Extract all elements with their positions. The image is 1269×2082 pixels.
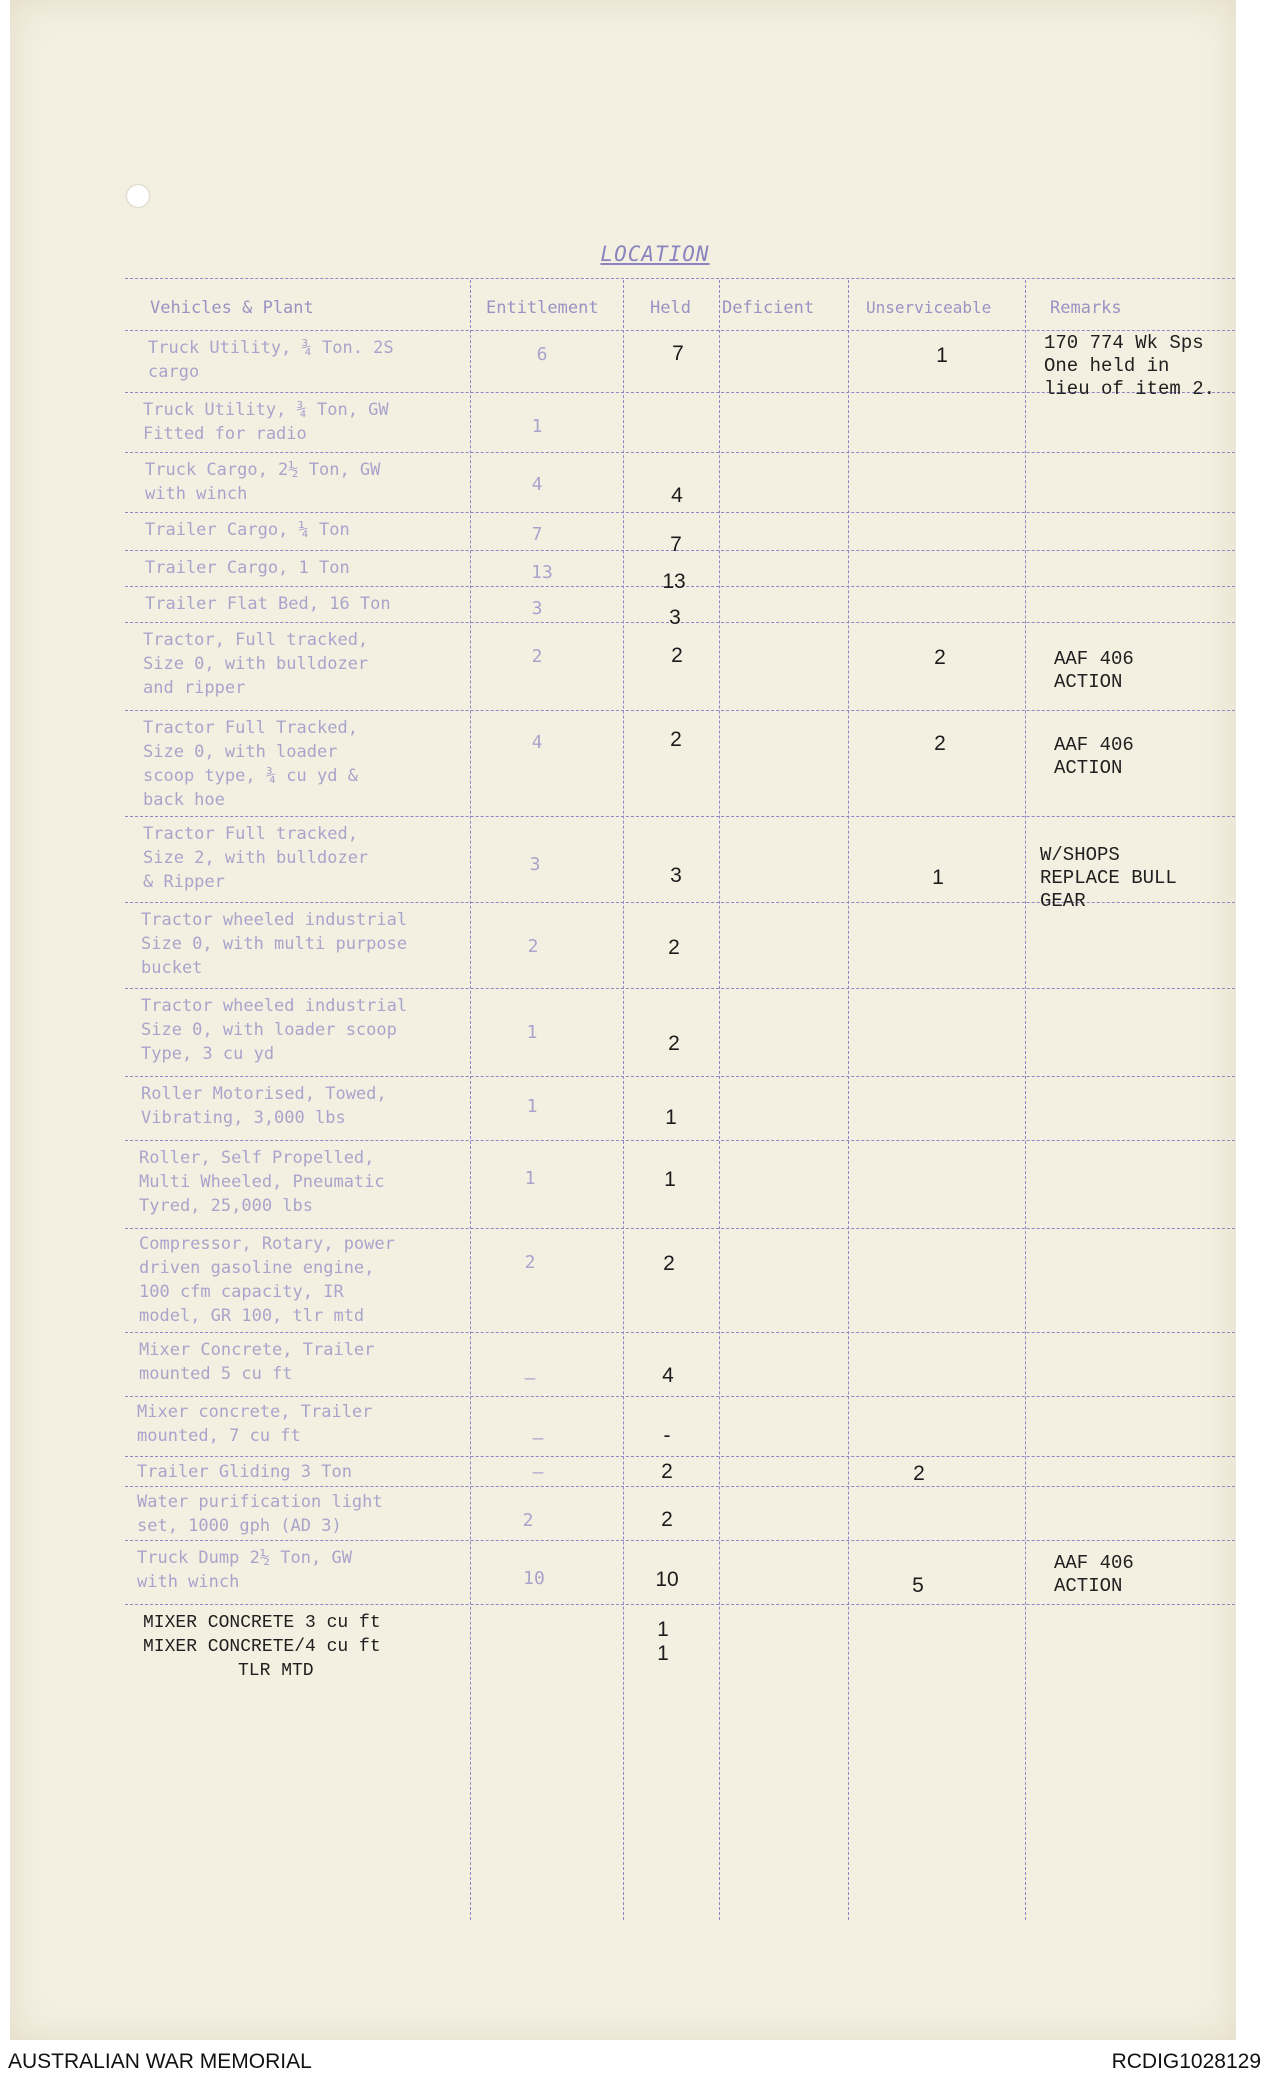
entitlement-value: 3 [531, 598, 543, 619]
entitlement-value: 1 [531, 416, 543, 437]
row-rule [125, 710, 1235, 711]
footer-archive-name: AUSTRALIAN WAR MEMORIAL [8, 2050, 312, 2073]
unserviceable-value: 2 [913, 1462, 925, 1485]
entitlement-value: 2 [522, 1510, 534, 1531]
entitlement-value: 1 [526, 1022, 538, 1043]
row-rule [125, 988, 1235, 989]
remarks-text: AAF 406 ACTION [1054, 734, 1134, 779]
extra-item-description: TLR MTD [238, 1661, 314, 1681]
entitlement-value: 13 [531, 562, 553, 583]
footer-reference-id: RCDIG1028129 [1111, 2050, 1261, 2073]
unserviceable-value: 2 [934, 732, 946, 755]
remarks-text: 170 774 Wk Sps One held in lieu of item 2. [1044, 332, 1216, 400]
vehicle-description: Truck Cargo, 2½ Ton, GW with winch [145, 460, 381, 504]
entitlement-value: 2 [527, 936, 539, 957]
col-header-held: Held [650, 298, 691, 318]
column-rule [470, 280, 471, 1920]
vehicle-description: Tractor Full Tracked, Size 0, with loader scoop type, ¾ cu yd & back hoe [143, 718, 358, 810]
entitlement-value: 3 [529, 854, 541, 875]
entitlement-value: 2 [524, 1252, 536, 1273]
row-rule [125, 1540, 1235, 1541]
remarks-text: AAF 406 ACTION [1054, 648, 1134, 693]
unserviceable-value: 2 [934, 646, 946, 669]
held-value: 2 [670, 728, 682, 751]
held-value: 7 [670, 533, 682, 556]
vehicle-description: Tractor, Full tracked, Size 0, with bulldozer and ripper [143, 630, 369, 698]
held-value: 3 [669, 606, 681, 629]
held-value: - [663, 1424, 671, 1447]
row-rule [125, 1396, 1235, 1397]
vehicle-description: Truck Utility, ¾ Ton. 2S cargo [148, 338, 394, 382]
entitlement-value: 2 [531, 646, 543, 667]
vehicle-description: Truck Utility, ¾ Ton, GW Fitted for radio [143, 400, 389, 444]
entitlement-value: — [532, 1462, 544, 1483]
held-value: 4 [671, 484, 683, 507]
held-value: 2 [661, 1460, 673, 1483]
column-rule [1025, 280, 1026, 1920]
column-rule [719, 280, 720, 1920]
column-rule [623, 280, 624, 1920]
held-value: 1 [657, 1618, 669, 1641]
table-rule-top [125, 278, 1235, 279]
row-rule [125, 452, 1235, 453]
vehicle-description: Trailer Cargo, ¼ Ton [145, 520, 350, 540]
vehicle-description: Mixer concrete, Trailer mounted, 7 cu ft [137, 1402, 373, 1446]
row-rule [125, 1332, 1235, 1333]
vehicle-description: Trailer Cargo, 1 Ton [145, 558, 350, 578]
entitlement-value: 1 [526, 1096, 538, 1117]
extra-item-description: MIXER CONCRETE 3 cu ft [143, 1613, 381, 1633]
vehicle-description: Roller, Self Propelled, Multi Wheeled, Pneumatic Tyred, 25,000 lbs [139, 1148, 385, 1216]
punch-hole [127, 185, 149, 207]
vehicle-description: Trailer Flat Bed, 16 Ton [145, 594, 391, 614]
entitlement-value: 6 [536, 344, 548, 365]
held-value: 1 [657, 1642, 669, 1665]
entitlement-value: 4 [531, 474, 543, 495]
col-header-entitlement: Entitlement [486, 298, 599, 318]
held-value: 13 [662, 570, 686, 593]
vehicle-description: Roller Motorised, Towed, Vibrating, 3,000 lbs [141, 1084, 387, 1128]
row-rule [125, 512, 1235, 513]
held-value: 4 [662, 1364, 674, 1387]
row-rule [125, 1456, 1235, 1457]
entitlement-value: 4 [531, 732, 543, 753]
extra-item-description: MIXER CONCRETE/4 cu ft [143, 1637, 381, 1657]
unserviceable-value: 1 [936, 344, 948, 367]
vehicle-description: Compressor, Rotary, power driven gasoline engine, 100 cfm capacity, IR model, GR 100, tlr mtd [139, 1234, 395, 1326]
vehicle-description: Tractor wheeled industrial Size 0, with loader scoop Type, 3 cu yd [141, 996, 408, 1064]
remarks-text: W/SHOPS REPLACE BULL GEAR [1040, 844, 1177, 912]
col-header-remarks: Remarks [1050, 298, 1122, 318]
entitlement-value: 1 [524, 1168, 536, 1189]
vehicle-description: Water purification light set, 1000 gph (AD 3) [137, 1492, 383, 1536]
row-rule [125, 1486, 1235, 1487]
vehicle-description: Mixer Concrete, Trailer mounted 5 cu ft [139, 1340, 375, 1384]
held-value: 7 [672, 342, 684, 365]
entitlement-value: 7 [531, 524, 543, 545]
table-rule-header [125, 330, 1235, 331]
entitlement-value: — [524, 1368, 536, 1389]
held-value: 3 [670, 864, 682, 887]
vehicle-description: Trailer Gliding 3 Ton [137, 1462, 352, 1482]
row-rule [125, 1140, 1235, 1141]
col-header-vehicles: Vehicles & Plant [150, 298, 314, 318]
held-value: 2 [668, 936, 680, 959]
column-rule [848, 280, 849, 1920]
vehicle-description: Tractor wheeled industrial Size 0, with multi purpose bucket [141, 910, 408, 978]
row-rule [125, 1076, 1235, 1077]
held-value: 1 [664, 1168, 676, 1191]
held-value: 2 [661, 1508, 673, 1531]
col-header-unserviceable: Unserviceable [866, 298, 992, 317]
document-heading: LOCATION [600, 242, 710, 266]
remarks-text: AAF 406 ACTION [1054, 1552, 1134, 1597]
col-header-deficient: Deficient [722, 298, 815, 318]
vehicle-description: Truck Dump 2½ Ton, GW with winch [137, 1548, 352, 1592]
held-value: 1 [665, 1106, 677, 1129]
held-value: 2 [663, 1252, 675, 1275]
row-rule [125, 1228, 1235, 1229]
held-value: 10 [655, 1568, 679, 1591]
row-rule [125, 816, 1235, 817]
held-value: 2 [671, 644, 683, 667]
entitlement-value: — [532, 1428, 544, 1449]
unserviceable-value: 1 [932, 866, 944, 889]
held-value: 2 [668, 1032, 680, 1055]
row-rule [125, 1604, 1235, 1605]
unserviceable-value: 5 [912, 1574, 924, 1597]
vehicle-description: Tractor Full tracked, Size 2, with bulldozer & Ripper [143, 824, 369, 892]
entitlement-value: 10 [523, 1568, 545, 1589]
